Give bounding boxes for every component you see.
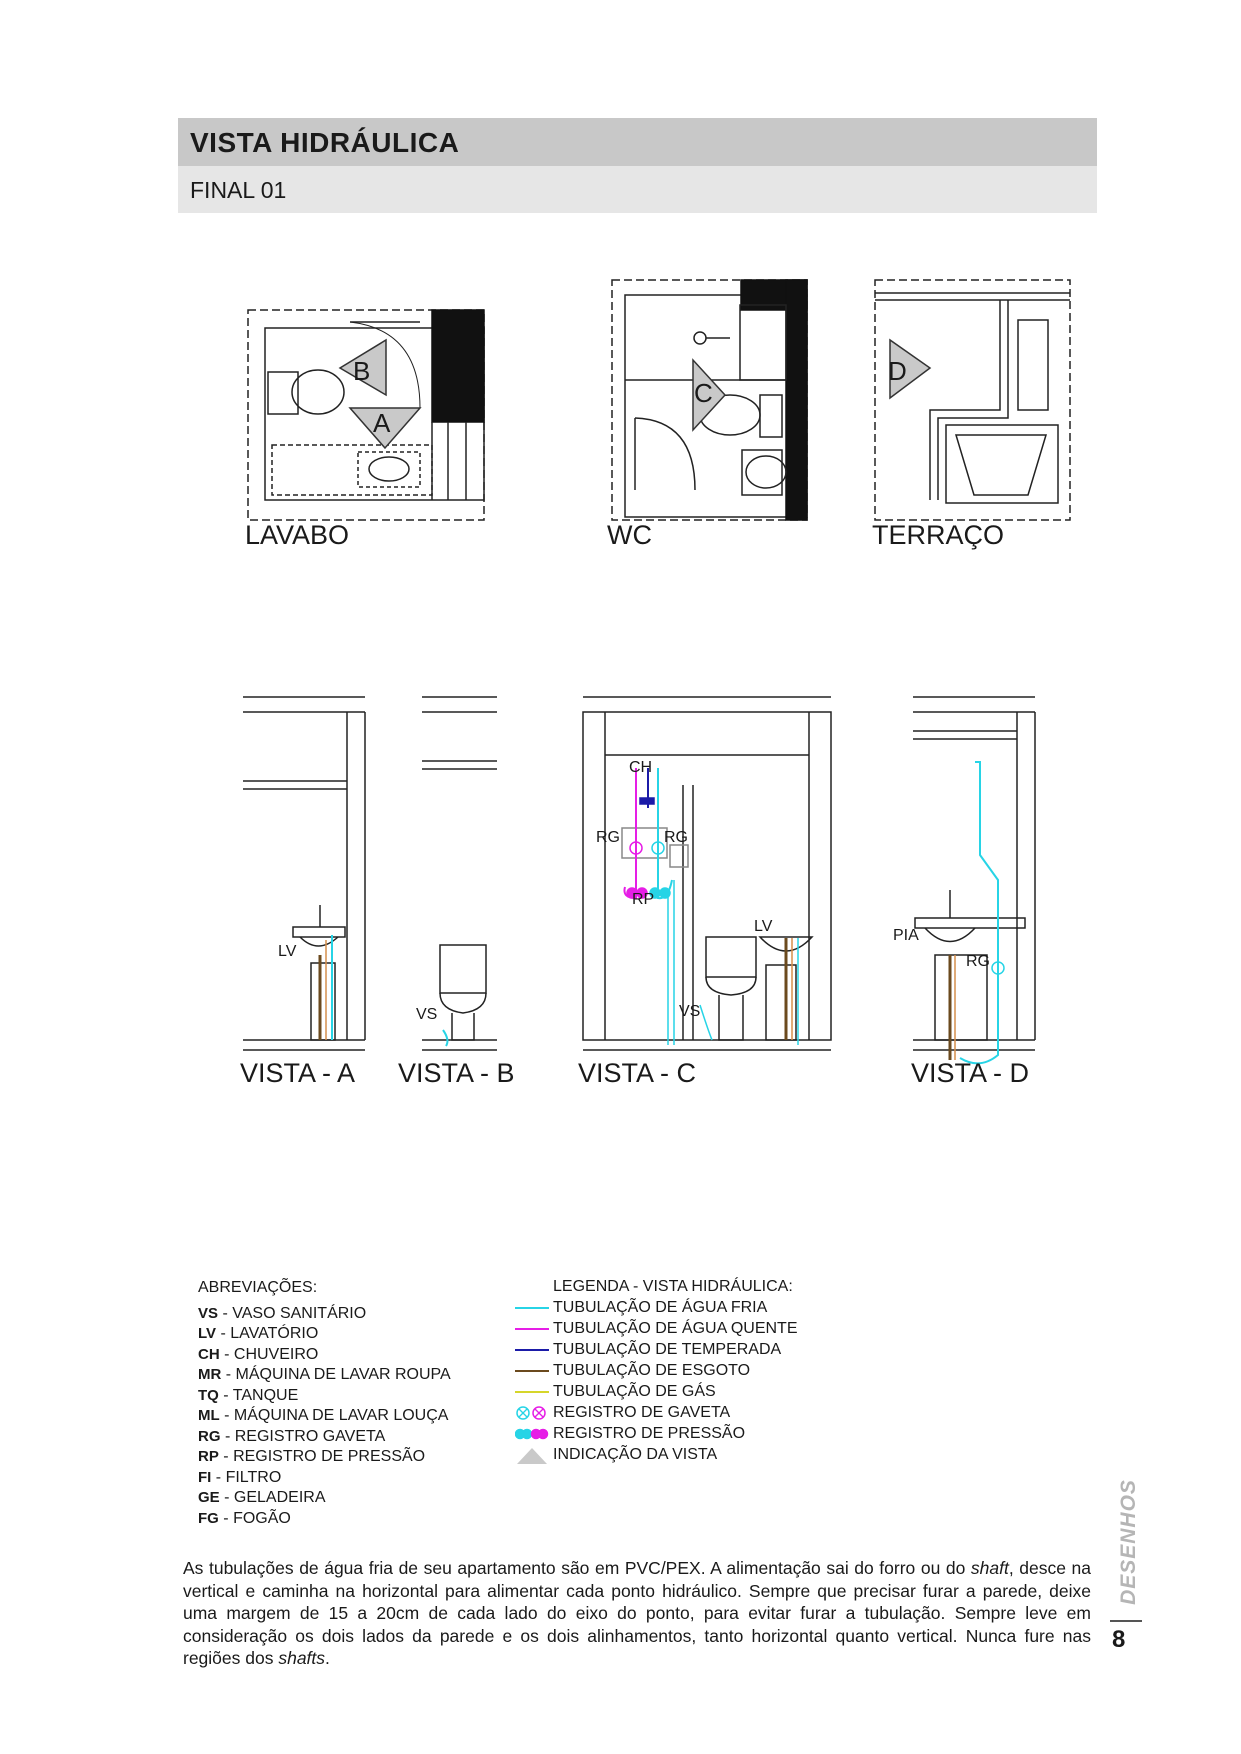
legend-line-swatch bbox=[515, 1381, 553, 1402]
abbreviation-text: - LAVATÓRIO bbox=[216, 1325, 319, 1342]
legend-item bbox=[515, 1360, 798, 1381]
legend-item bbox=[515, 1423, 798, 1444]
abbreviation-code: LV bbox=[198, 1325, 217, 1342]
note-text-1: As tubulações de água fria de seu apartamento são em PVC/PEX. A alimentação sai do forro ou do bbox=[183, 1558, 971, 1578]
plan-label-lavabo: LAVABO bbox=[245, 520, 350, 550]
tag-lv-c: LV bbox=[754, 918, 773, 935]
abbreviation-text: - GELADEIRA bbox=[219, 1489, 326, 1506]
abbreviation-item bbox=[198, 1345, 451, 1366]
abbreviation-item bbox=[198, 1427, 451, 1448]
abbreviation-item bbox=[198, 1365, 451, 1386]
legend-item bbox=[515, 1381, 798, 1402]
tag-vs-c: VS bbox=[679, 1003, 701, 1020]
note-italic-1: shaft bbox=[970, 1558, 1009, 1578]
note-text-2: , desce na vertical e caminha na horizontal para alimentar cada ponto hidráulico. Sempre que precisar furar a parede, deixe uma margem de 15 a 20cm de cada lado do eixo do ponto, para evitar furar a tubulação. Sempre leve em consideração os dois lados da parede e os dois alinhamentos, tanto horizontal quanto vertical. Nunca fure nas regiões dos bbox=[183, 1558, 1091, 1668]
abbreviation-code: FI bbox=[198, 1468, 212, 1486]
legend-item bbox=[515, 1444, 798, 1465]
abbreviation-text: - REGISTRO DE PRESSÃO bbox=[218, 1448, 426, 1465]
abbreviation-item bbox=[198, 1304, 451, 1325]
tag-rg2-c: RG bbox=[664, 829, 688, 846]
abbreviation-item bbox=[198, 1406, 451, 1427]
legend-line-swatch bbox=[515, 1297, 553, 1318]
legend-item bbox=[515, 1339, 798, 1360]
abbreviation-item bbox=[198, 1509, 451, 1530]
tag-vs-b: VS bbox=[416, 1006, 438, 1023]
abbreviation-item bbox=[198, 1488, 451, 1509]
legend-list bbox=[515, 1297, 798, 1465]
view-indicator-icon bbox=[515, 1444, 553, 1465]
tag-rp-c: RP bbox=[632, 891, 655, 908]
abbreviation-code: VS bbox=[198, 1304, 219, 1322]
note-italic-2: shafts bbox=[278, 1648, 326, 1668]
abbreviation-text: - TANQUE bbox=[218, 1386, 299, 1404]
legend-item-label: INDICAÇÃO DA VISTA bbox=[553, 1446, 718, 1463]
abbreviations-block bbox=[198, 1278, 451, 1529]
legend-item-label: REGISTRO DE GAVETA bbox=[553, 1404, 731, 1421]
vista-d-elevation bbox=[913, 697, 1035, 1063]
abbreviation-text: - REGISTRO GAVETA bbox=[220, 1427, 386, 1445]
view-label-a: VISTA - A bbox=[240, 1058, 356, 1088]
abbreviation-item bbox=[198, 1447, 451, 1468]
section-tab-label: DESENHOS bbox=[1116, 1479, 1140, 1605]
page-subtitle: FINAL 01 bbox=[190, 177, 287, 203]
abbreviation-item bbox=[198, 1468, 451, 1489]
legend-item bbox=[515, 1402, 798, 1423]
vista-b-elevation bbox=[422, 697, 497, 1050]
gate-valve-icon bbox=[515, 1402, 553, 1423]
abbreviations-list bbox=[198, 1304, 451, 1530]
abbreviation-text: - MÁQUINA DE LAVAR LOUÇA bbox=[219, 1407, 449, 1424]
view-label-c: VISTA - C bbox=[578, 1058, 697, 1088]
abbreviation-code: CH bbox=[198, 1345, 220, 1363]
pressure-valve-icon bbox=[515, 1423, 553, 1444]
tag-rg1-c: RG bbox=[596, 829, 620, 846]
vista-a-elevation bbox=[243, 697, 365, 1050]
marker-letter-c: C bbox=[694, 378, 713, 408]
marker-letter-d: D bbox=[888, 356, 907, 386]
legend-item bbox=[515, 1318, 798, 1339]
abbreviation-code: GE bbox=[198, 1489, 220, 1506]
abbreviation-text: - FOGÃO bbox=[218, 1509, 291, 1527]
abbreviation-item bbox=[198, 1324, 451, 1345]
tag-lv-a: LV bbox=[278, 943, 297, 960]
view-label-b: VISTA - B bbox=[398, 1058, 515, 1088]
legend-line-swatch bbox=[515, 1318, 553, 1339]
abbreviation-code: TQ bbox=[198, 1386, 219, 1404]
legend-item-label: TUBULAÇÃO DE ESGOTO bbox=[553, 1362, 751, 1379]
vista-c-elevation bbox=[583, 697, 831, 1050]
tag-ch-c: CH bbox=[629, 759, 653, 776]
tag-rg-d: RG bbox=[966, 953, 990, 970]
legend-title: LEGENDA - VISTA HIDRÁULICA: bbox=[553, 1278, 793, 1295]
abbreviations-title: ABREVIAÇÕES: bbox=[198, 1279, 318, 1296]
abbreviation-text: - FILTRO bbox=[211, 1468, 282, 1486]
note-text-3: . bbox=[325, 1648, 330, 1668]
legend-line-swatch bbox=[515, 1339, 553, 1360]
page-title: VISTA HIDRÁULICA bbox=[190, 127, 460, 158]
page-number-rule bbox=[1110, 1620, 1142, 1622]
abbreviation-text: - VASO SANITÁRIO bbox=[218, 1304, 367, 1322]
lavabo-plan bbox=[248, 310, 484, 520]
abbreviation-item bbox=[198, 1386, 451, 1407]
plan-label-terraco: TERRAÇO bbox=[872, 520, 1005, 550]
legend-item-label: TUBULAÇÃO DE ÁGUA QUENTE bbox=[553, 1320, 798, 1337]
legend-item bbox=[515, 1297, 798, 1318]
abbreviation-code: ML bbox=[198, 1407, 220, 1424]
pipe-note-paragraph bbox=[183, 1557, 1091, 1670]
abbreviation-text: - MÁQUINA DE LAVAR ROUPA bbox=[221, 1366, 451, 1383]
marker-letter-a: A bbox=[373, 408, 391, 438]
view-label-d: VISTA - D bbox=[911, 1058, 1030, 1088]
abbreviation-code: RP bbox=[198, 1448, 219, 1465]
abbreviation-text: - CHUVEIRO bbox=[219, 1345, 319, 1363]
legend-item-label: TUBULAÇÃO DE TEMPERADA bbox=[553, 1341, 782, 1358]
tag-pia-d: PIA bbox=[893, 927, 919, 944]
abbreviation-code: RG bbox=[198, 1427, 221, 1445]
plan-label-wc: WC bbox=[607, 520, 652, 550]
legend-item-label: REGISTRO DE PRESSÃO bbox=[553, 1425, 746, 1442]
page-number: 8 bbox=[1112, 1626, 1126, 1653]
terraco-plan bbox=[875, 280, 1070, 520]
marker-letter-b: B bbox=[353, 356, 371, 386]
legend-block bbox=[515, 1276, 798, 1465]
abbreviation-code: FG bbox=[198, 1509, 219, 1527]
abbreviation-code: MR bbox=[198, 1366, 222, 1383]
legend-item-label: TUBULAÇÃO DE GÁS bbox=[553, 1383, 716, 1400]
legend-line-swatch bbox=[515, 1360, 553, 1381]
section-tab bbox=[1096, 1479, 1156, 1605]
legend-item-label: TUBULAÇÃO DE ÁGUA FRIA bbox=[553, 1299, 768, 1316]
